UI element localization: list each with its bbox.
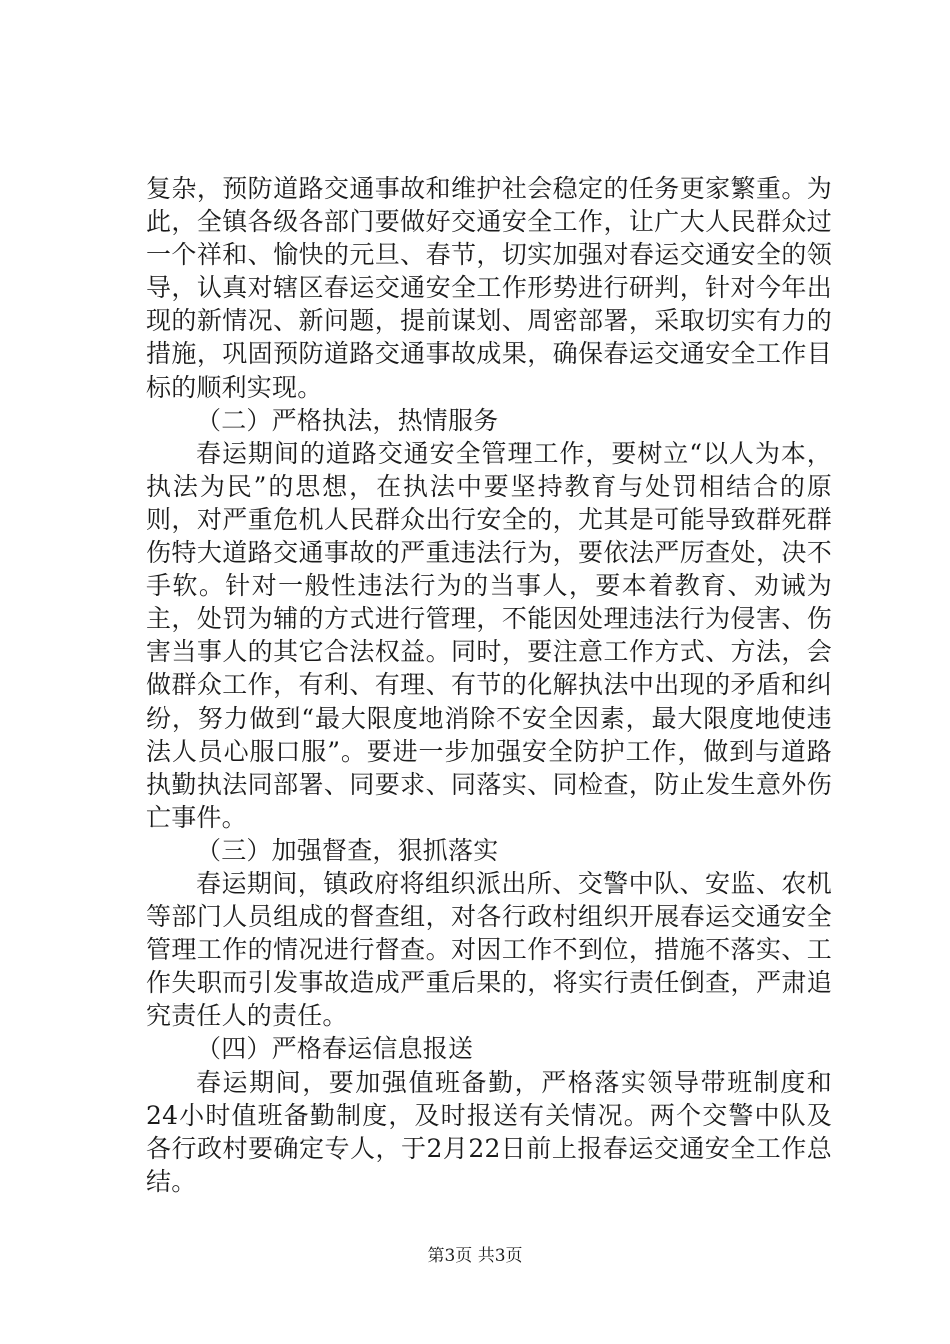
section-heading-4: （四）严格春运信息报送 bbox=[196, 1034, 474, 1064]
document-body bbox=[146, 172, 832, 1198]
page-number-label: 第3页 共3页 bbox=[427, 1246, 523, 1266]
section-heading-2: （二）严格执法，热情服务 bbox=[196, 405, 499, 435]
paragraph-continuation: 复杂，预防道路交通事故和维护社会稳定的任务更家繁重。为此，全镇各级各部门要做好交通安全工作，让广大人民群众过一个祥和、愉快的元旦、春节，切实加强对春运交通安全的领导，认真对辖区春运交通安全工作形势进行研判，针对今年出现的新情况、新问题，提前谋划、周密部署，采取切实有力的措施，巩固预防道路交通事故成果，确保春运交通安全工作目标的顺利实现。 bbox=[146, 174, 832, 402]
paragraph-body: 春运期间，镇政府将组织派出所、交警中队、安监、农机等部门人员组成的督查组，对各行政村组织开展春运交通安全管理工作的情况进行督查。对因工作不到位，措施不落实、工作失职而引发事故造成严重后果的，将实行责任倒查，严肃追究责任人的责任。 bbox=[146, 868, 832, 1031]
paragraph-body: 春运期间的道路交通安全管理工作，要树立“以人为本，执法为民”的思想，在执法中要坚持教育与处罚相结合的原则，对严重危机人民群众出行安全的，尤其是可能导致群死群伤特大道路交通事故的严重违法行为，要依法严厉查处，决不手软。针对一般性违法行为的当事人，要本着教育、劝诫为主，处罚为辅的方式进行管理，不能因处理违法行为侵害、伤害当事人的其它合法权益。同时，要注意工作方式、方法，会做群众工作，有利、有理、有节的化解执法中出现的矛盾和纠纷，努力做到“最大限度地消除不安全因素，最大限度地使违法人员心服口服”。要进一步加强安全防护工作，做到与道路执勤执法同部署、同要求、同落实、同检查，防止发生意外伤亡事件。 bbox=[146, 438, 832, 832]
page-footer bbox=[0, 1245, 950, 1267]
section-heading-3: （三）加强督查，狠抓落实 bbox=[196, 835, 499, 865]
paragraph-body: 春运期间，要加强值班备勤，严格落实领导带班制度和24小时值班备勤制度，及时报送有关情况。两个交警中队及各行政村要确定专人，于2月22日前上报春运交通安全工作总结。 bbox=[146, 1067, 832, 1196]
